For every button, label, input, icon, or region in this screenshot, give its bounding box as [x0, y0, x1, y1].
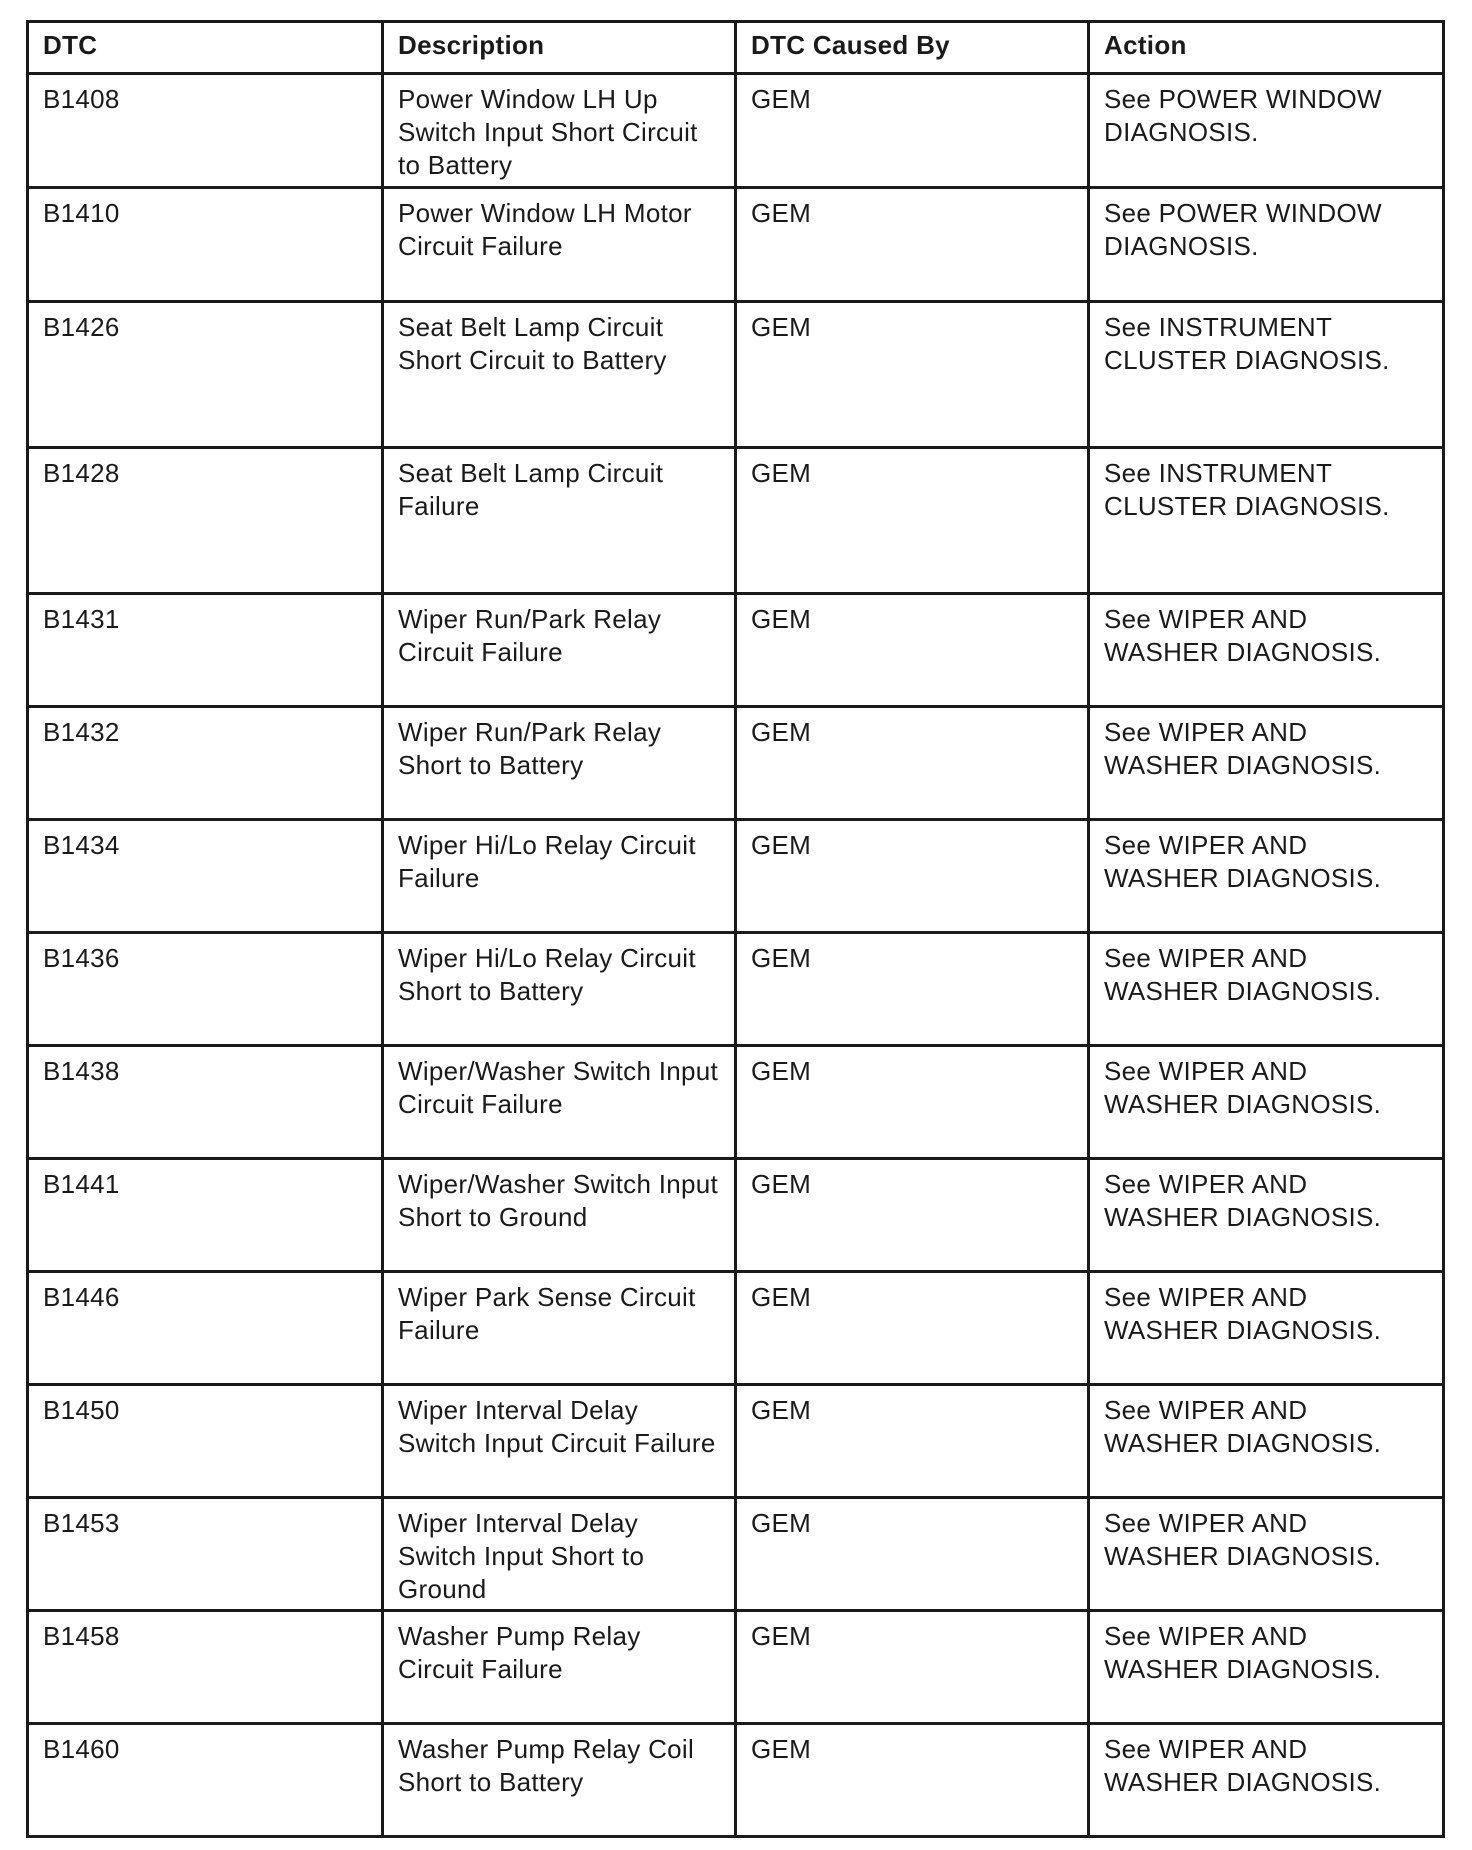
dtc-code: B1436	[28, 933, 383, 1046]
dtc-caused-by: GEM	[736, 1498, 1089, 1611]
dtc-description: Seat Belt Lamp Circuit Failure	[383, 448, 736, 594]
dtc-description: Seat Belt Lamp Circuit Short Circuit to Battery	[383, 302, 736, 448]
dtc-description: Wiper Run/Park Relay Circuit Failure	[383, 594, 736, 707]
dtc-description: Wiper Run/Park Relay Short to Battery	[383, 707, 736, 820]
table-row	[28, 74, 1444, 188]
dtc-action: See WIPER AND WASHER DIAGNOSIS.	[1089, 1159, 1444, 1272]
dtc-description: Wiper/Washer Switch Input Circuit Failure	[383, 1046, 736, 1159]
dtc-caused-by: GEM	[736, 302, 1089, 448]
dtc-code: B1434	[28, 820, 383, 933]
table-body	[28, 74, 1444, 1837]
dtc-caused-by: GEM	[736, 74, 1089, 188]
dtc-caused-by: GEM	[736, 820, 1089, 933]
dtc-description: Washer Pump Relay Circuit Failure	[383, 1611, 736, 1724]
table-row	[28, 302, 1444, 448]
dtc-action: See WIPER AND WASHER DIAGNOSIS.	[1089, 1046, 1444, 1159]
table-row	[28, 1272, 1444, 1385]
table-row	[28, 188, 1444, 302]
table-row	[28, 448, 1444, 594]
header-action: Action	[1089, 22, 1444, 74]
table-header	[28, 22, 1444, 74]
dtc-action: See WIPER AND WASHER DIAGNOSIS.	[1089, 1498, 1444, 1611]
header-row	[28, 22, 1444, 74]
dtc-code: B1446	[28, 1272, 383, 1385]
dtc-code: B1438	[28, 1046, 383, 1159]
dtc-code: B1428	[28, 448, 383, 594]
dtc-action: See INSTRUMENT CLUSTER DIAGNOSIS.	[1089, 302, 1444, 448]
dtc-caused-by: GEM	[736, 448, 1089, 594]
dtc-code: B1453	[28, 1498, 383, 1611]
dtc-action: See WIPER AND WASHER DIAGNOSIS.	[1089, 820, 1444, 933]
table-row	[28, 1498, 1444, 1611]
table-row	[28, 1046, 1444, 1159]
dtc-table	[26, 20, 1445, 1838]
dtc-code: B1441	[28, 1159, 383, 1272]
dtc-code: B1408	[28, 74, 383, 188]
dtc-caused-by: GEM	[736, 1159, 1089, 1272]
dtc-action: See WIPER AND WASHER DIAGNOSIS.	[1089, 1272, 1444, 1385]
dtc-description: Wiper Interval Delay Switch Input Circuit Failure	[383, 1385, 736, 1498]
dtc-caused-by: GEM	[736, 707, 1089, 820]
dtc-caused-by: GEM	[736, 1611, 1089, 1724]
dtc-action: See WIPER AND WASHER DIAGNOSIS.	[1089, 1611, 1444, 1724]
header-description: Description	[383, 22, 736, 74]
dtc-action: See WIPER AND WASHER DIAGNOSIS.	[1089, 594, 1444, 707]
table-row	[28, 820, 1444, 933]
table-row	[28, 1724, 1444, 1837]
header-dtc: DTC	[28, 22, 383, 74]
table-row	[28, 1159, 1444, 1272]
dtc-description: Wiper Hi/Lo Relay Circuit Failure	[383, 820, 736, 933]
dtc-action: See POWER WINDOW DIAGNOSIS.	[1089, 188, 1444, 302]
dtc-description: Power Window LH Up Switch Input Short Circuit to Battery	[383, 74, 736, 188]
dtc-caused-by: GEM	[736, 1724, 1089, 1837]
dtc-code: B1432	[28, 707, 383, 820]
table-row	[28, 933, 1444, 1046]
dtc-action: See POWER WINDOW DIAGNOSIS.	[1089, 74, 1444, 188]
dtc-caused-by: GEM	[736, 594, 1089, 707]
table-row	[28, 707, 1444, 820]
dtc-code: B1431	[28, 594, 383, 707]
dtc-code: B1410	[28, 188, 383, 302]
dtc-caused-by: GEM	[736, 188, 1089, 302]
dtc-action: See WIPER AND WASHER DIAGNOSIS.	[1089, 1724, 1444, 1837]
dtc-caused-by: GEM	[736, 1385, 1089, 1498]
dtc-description: Washer Pump Relay Coil Short to Battery	[383, 1724, 736, 1837]
dtc-action: See INSTRUMENT CLUSTER DIAGNOSIS.	[1089, 448, 1444, 594]
dtc-code: B1460	[28, 1724, 383, 1837]
dtc-description: Wiper/Washer Switch Input Short to Ground	[383, 1159, 736, 1272]
dtc-action: See WIPER AND WASHER DIAGNOSIS.	[1089, 933, 1444, 1046]
dtc-description: Wiper Interval Delay Switch Input Short to Ground	[383, 1498, 736, 1611]
table-row	[28, 1385, 1444, 1498]
dtc-description: Power Window LH Motor Circuit Failure	[383, 188, 736, 302]
dtc-code: B1458	[28, 1611, 383, 1724]
dtc-description: Wiper Hi/Lo Relay Circuit Short to Battery	[383, 933, 736, 1046]
dtc-code: B1426	[28, 302, 383, 448]
table-row	[28, 594, 1444, 707]
dtc-caused-by: GEM	[736, 1046, 1089, 1159]
dtc-code: B1450	[28, 1385, 383, 1498]
table-row	[28, 1611, 1444, 1724]
dtc-caused-by: GEM	[736, 1272, 1089, 1385]
dtc-description: Wiper Park Sense Circuit Failure	[383, 1272, 736, 1385]
dtc-action: See WIPER AND WASHER DIAGNOSIS.	[1089, 707, 1444, 820]
header-caused-by: DTC Caused By	[736, 22, 1089, 74]
dtc-action: See WIPER AND WASHER DIAGNOSIS.	[1089, 1385, 1444, 1498]
dtc-caused-by: GEM	[736, 933, 1089, 1046]
